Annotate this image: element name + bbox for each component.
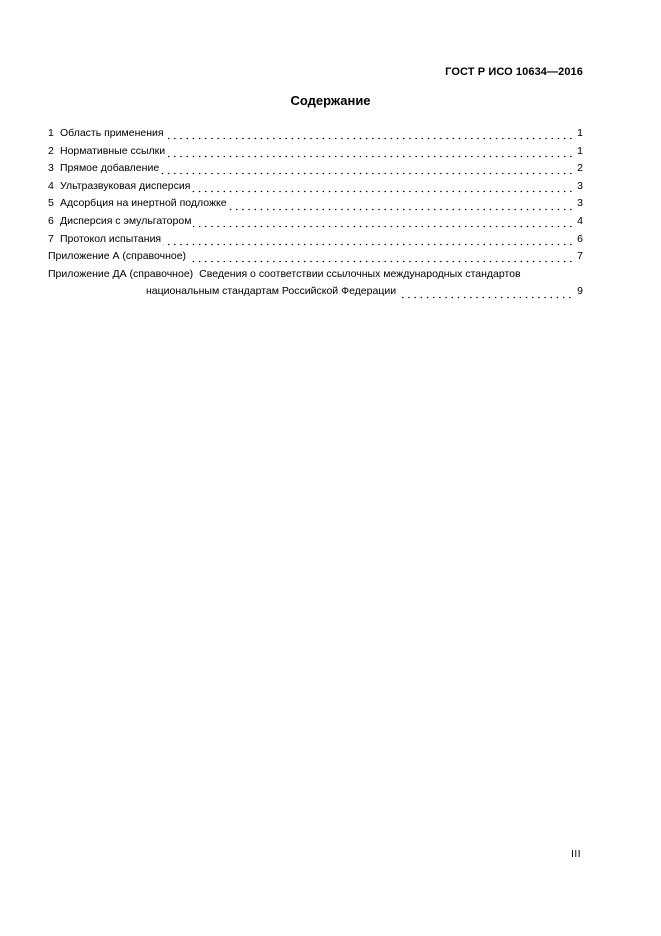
toc-entry-number: 5 xyxy=(48,197,54,210)
toc-entry-label: Дисперсия с эмульгатором xyxy=(60,214,192,227)
toc-entry-description-continued: национальным стандартам Российской Федерации xyxy=(146,283,398,301)
toc-entry-title xyxy=(48,160,161,178)
toc-entry-page: 9 xyxy=(573,283,583,301)
toc-entry-title xyxy=(48,213,193,231)
toc-entry-number: 2 xyxy=(48,144,54,157)
toc-entry-scope[interactable] xyxy=(48,125,583,143)
page-number: III xyxy=(571,849,581,860)
toc-entry-page: 2 xyxy=(573,160,583,178)
toc-entry-label: Прямое добавление xyxy=(60,162,160,175)
toc-entry-number: 6 xyxy=(48,214,54,227)
toc-entry-annex-da-line1 xyxy=(48,266,583,284)
toc-entry-number: 7 xyxy=(48,232,54,245)
toc-entry-page: 6 xyxy=(573,231,583,249)
toc-entry-test-report[interactable] xyxy=(48,231,583,249)
toc-entry-page: 1 xyxy=(573,125,583,143)
toc-entry-annex-da[interactable] xyxy=(48,266,583,301)
toc-entry-label: Нормативные ссылки xyxy=(60,144,166,157)
toc-entry-label: Протокол испытания xyxy=(60,232,162,245)
toc-entry-label: Область применения xyxy=(60,127,164,139)
toc-entry-annex-a[interactable] xyxy=(48,248,583,266)
toc-entry-annex-da-line2 xyxy=(146,283,583,301)
toc-entry-title xyxy=(48,195,229,213)
toc-entry-title xyxy=(48,178,192,196)
toc-entry-description: Сведения о соответствии ссылочных международных стандартов xyxy=(199,267,521,280)
standard-code-header: ГОСТ Р ИСО 10634—2016 xyxy=(445,66,583,78)
toc-entry-title xyxy=(48,231,163,249)
toc-entry-ultrasonic-dispersion[interactable] xyxy=(48,178,583,196)
toc-entry-label: Ультразвуковая дисперсия xyxy=(60,179,191,192)
table-of-contents xyxy=(48,125,583,301)
toc-entry-page: 1 xyxy=(573,143,583,161)
toc-entry-page: 4 xyxy=(573,213,583,231)
toc-entry-label: Приложение ДА (справочное) xyxy=(48,267,194,280)
toc-entry-title xyxy=(48,125,166,143)
toc-entry-number: 4 xyxy=(48,179,54,192)
toc-entry-label: Адсорбция на инертной подложке xyxy=(60,197,227,210)
toc-entry-emulsifier-dispersion[interactable] xyxy=(48,213,583,231)
toc-entry-normative-references[interactable] xyxy=(48,143,583,161)
toc-entry-number: 1 xyxy=(48,127,54,139)
toc-entry-direct-addition[interactable] xyxy=(48,160,583,178)
toc-entry-label: Приложение А (справочное) xyxy=(48,248,188,266)
toc-entry-page: 7 xyxy=(573,248,583,266)
toc-entry-number: 3 xyxy=(48,162,54,175)
toc-title: Содержание xyxy=(290,93,371,108)
toc-entry-adsorption[interactable] xyxy=(48,195,583,213)
toc-entry-page: 3 xyxy=(573,195,583,213)
toc-entry-page: 3 xyxy=(573,178,583,196)
toc-entry-title xyxy=(48,143,167,161)
